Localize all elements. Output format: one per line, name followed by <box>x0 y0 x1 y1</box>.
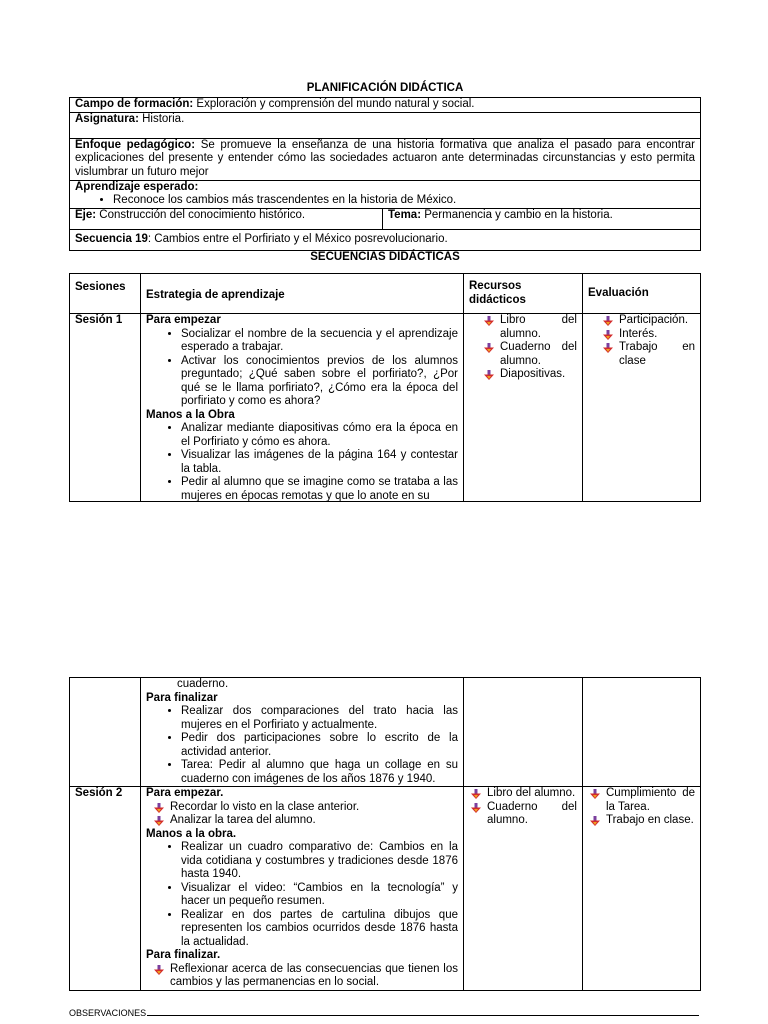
list-item: Reflexionar acerca de las consecuencias que tienen los cambios y las permanencias en lo social. <box>152 963 458 990</box>
list-item: Interés. <box>601 328 695 342</box>
arrow-bullet-icon <box>471 803 481 813</box>
info-table <box>69 97 701 251</box>
list-item: • Realizar un cuadro comparativo de: Cambios en la vida cotidiana y costumbres y tradiciones desde 1876 hasta 1940. <box>181 841 458 882</box>
header-estrategia: Estrategia de aprendizaje <box>141 274 464 314</box>
sesion1-table <box>69 273 701 502</box>
sesion2-label: Sesión 2 <box>70 787 141 991</box>
document-title: PLANIFICACIÓN DIDÁCTICA <box>306 82 464 94</box>
header-evaluacion: Evaluación <box>583 274 701 314</box>
enfoque-cell: Enfoque pedagógico: Se promueve la enseñanza de una historia formativa que analiza el pasado para encontrar explicaciones del presente y entender cómo las sociedades actuaron ante determinadas circunstancias y esto permita vislumbrar un futuro mejor <box>70 138 701 180</box>
arrow-bullet-icon <box>484 343 494 353</box>
campo-cell: Campo de formación: Exploración y comprensión del mundo natural y social. <box>70 98 701 113</box>
list-item: Recordar lo visto en la clase anterior. <box>152 801 458 815</box>
arrow-bullet-icon <box>590 789 600 799</box>
arrow-bullet-icon <box>484 316 494 326</box>
arrow-bullet-icon <box>471 789 481 799</box>
list-item: • Visualizar el video: “Cambios en la tecnología” y hacer un pequeño resumen. <box>181 882 458 909</box>
aprendizaje-item: • Reconoce los cambios más trascendentes en la historia de México. <box>113 194 695 208</box>
list-item: Analizar la tarea del alumno. <box>152 814 458 828</box>
list-item: • Realizar dos comparaciones del trato hacia las mujeres en el Porfiriato y actualmente. <box>181 705 458 732</box>
list-item: • Tarea: Pedir al alumno que haga un collage en su cuaderno con imágenes de los años 1876 y 1940. <box>181 759 458 786</box>
continuation-strategy: cuaderno. Para finalizar • Realizar dos comparaciones del trato hacia las mujeres en el Porfiriato y actualmente. • Pedir dos participaciones sobre lo escrito de la actividad anterior. • Tarea: Pedir al alumno que haga un collage en su cuaderno con imágenes de los años 1876 y 1940. <box>141 678 464 787</box>
list-item: Participación. <box>601 314 695 328</box>
list-item: Trabajo en clase. <box>588 814 695 828</box>
sesion2-strategy: Para empezar. Recordar lo visto en la clase anterior. Analizar la tarea del alumno. Manos a la obra. • Realizar un cuadro comparativo de: Cambios en la vida cotidiana y costumbres y tradiciones desde 1876 hasta 1940. • Visualizar el video: “Cambios en la tecnología” y hacer un pequeño resumen. • Realizar en dos partes de cartulina dibujos que representen los cambios ocurridos desde 1876 hasta la actualidad. Para finalizar. Reflexionar acerca de las consecuencias que tienen los cambios y las permanencias en lo social. <box>141 787 464 991</box>
tema-cell: Tema: Permanencia y cambio en la historia. <box>383 208 701 229</box>
list-item: • Analizar mediante diapositivas cómo era la época en el Porfiriato y cómo es ahora. <box>181 422 458 449</box>
asignatura-cell: Asignatura: Historia. <box>70 112 701 138</box>
list-item: • Visualizar las imágenes de la página 164 y contestar la tabla. <box>181 449 458 476</box>
sesion2-table <box>69 677 701 991</box>
header-recursos: Recursos didácticos <box>464 274 583 314</box>
sesion1-evaluacion <box>583 314 701 502</box>
arrow-bullet-icon <box>484 370 494 380</box>
arrow-bullet-icon <box>154 965 164 975</box>
arrow-bullet-icon <box>603 330 613 340</box>
list-item: Cuaderno del alumno. <box>482 341 577 368</box>
sesion2-recursos <box>464 787 583 991</box>
header-sesiones: Sesiones <box>70 274 141 314</box>
observaciones-line: OBSERVACIONES <box>69 1008 699 1018</box>
secuencia-cell: Secuencia 19: Cambios entre el Porfiriato y el México posrevolucionario. <box>70 229 701 250</box>
arrow-bullet-icon <box>603 316 613 326</box>
sesion1-label: Sesión 1 <box>70 314 141 502</box>
list-item: Diapositivas. <box>482 368 577 382</box>
list-item: • Activar los conocimientos previos de los alumnos preguntado; ¿Qué saben sobre el porfiriato?, ¿Por qué se le llama porfiriato?, ¿Cómo era la época del porfiriato y como es ahora? <box>181 355 458 409</box>
arrow-bullet-icon <box>603 343 613 353</box>
sesion2-evaluacion <box>583 787 701 991</box>
list-item: Trabajo en clase <box>601 341 695 368</box>
list-item: Libro del alumno. <box>482 314 577 341</box>
arrow-bullet-icon <box>154 803 164 813</box>
section-subtitle: SECUENCIAS DIDÁCTICAS <box>310 251 460 263</box>
list-item: • Pedir dos participaciones sobre lo escrito de la actividad anterior. <box>181 732 458 759</box>
arrow-bullet-icon <box>154 816 164 826</box>
list-item: Cuaderno del alumno. <box>469 801 577 828</box>
list-item: Cumplimiento de la Tarea. <box>588 787 695 814</box>
arrow-bullet-icon <box>590 816 600 826</box>
list-item: • Socializar el nombre de la secuencia y el aprendizaje esperado a trabajar. <box>181 328 458 355</box>
aprendizaje-cell: Aprendizaje esperado: • Reconoce los cambios más trascendentes en la historia de México. <box>70 180 701 208</box>
list-item: Libro del alumno. <box>469 787 577 801</box>
eje-cell: Eje: Construcción del conocimiento histórico. <box>70 208 383 229</box>
sesion1-recursos <box>464 314 583 502</box>
list-item: • Realizar en dos partes de cartulina dibujos que representen los cambios ocurridos desde 1876 hasta la actualidad. <box>181 909 458 950</box>
sesion1-strategy: Para empezar • Socializar el nombre de la secuencia y el aprendizaje esperado a trabajar. • Activar los conocimientos previos de los alumnos preguntado; ¿Qué saben sobre el porfiriato?, ¿Por qué se le llama porfiriato?, ¿Cómo era la época del porfiriato y como es ahora? Manos a la Obra • Analizar mediante diapositivas cómo era la época en el Porfiriato y cómo es ahora. • Visualizar las imágenes de la página 164 y contestar la tabla. • Pedir al alumno que se imagine como se trataba a las mujeres en épocas remotas y que lo anote en su <box>141 314 464 502</box>
list-item: • Pedir al alumno que se imagine como se trataba a las mujeres en épocas remotas y que lo anote en su <box>181 476 458 501</box>
